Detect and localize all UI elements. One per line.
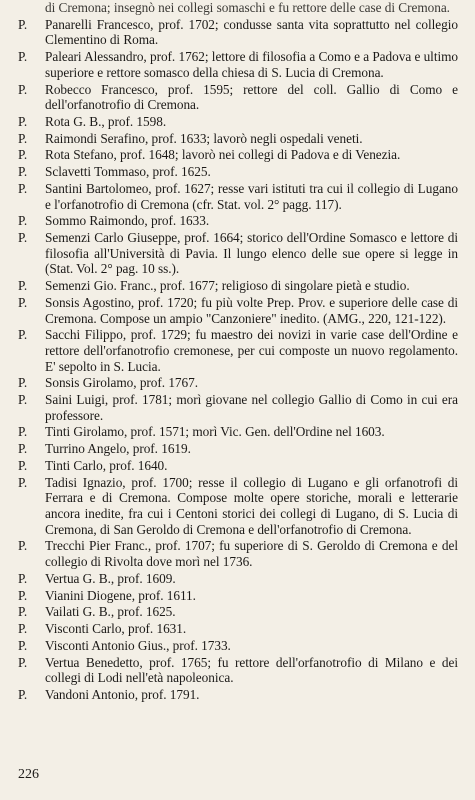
list-item <box>18 213 458 229</box>
entry-list <box>18 0 458 704</box>
entry-marker: P. <box>18 570 28 586</box>
entry-marker: P. <box>18 113 28 129</box>
entry-text: Turrino Angelo, prof. 1619. <box>45 441 191 457</box>
list-item <box>18 375 458 391</box>
entry-text: Rota Stefano, prof. 1648; lavorò nei collegi di Padova e di Venezia. <box>45 147 401 163</box>
entry-text: Panarelli Francesco, prof. 1702; condusse santa vita soprattutto nel collegio Clementino di Roma. <box>45 16 458 48</box>
entry-text: di Cremona; insegnò nei collegi somaschi e fu rettore delle case di Cremona. <box>45 0 450 15</box>
entry-marker: P. <box>18 441 28 457</box>
list-item <box>18 604 458 620</box>
entry-text: Rota G. B., prof. 1598. <box>45 113 167 129</box>
list-item <box>18 621 458 637</box>
entry-text: Tinti Girolamo, prof. 1571; morì Vic. Gen. dell'Ordine nel 1603. <box>45 424 385 440</box>
list-item <box>18 82 458 113</box>
entry-marker: P. <box>18 392 28 408</box>
list-item <box>18 392 458 423</box>
entry-marker: P. <box>18 278 28 294</box>
entry-text: Vertua Benedetto, prof. 1765; fu rettore dell'orfanotrofio di Milano e dei collegi di Lodi nell'età napoleonica. <box>45 654 458 686</box>
entry-marker: P. <box>18 213 28 229</box>
entry-text: Paleari Alessandro, prof. 1762; lettore di filosofia a Como e a Padova e ultimo superiore e rettore somasco della chiesa di S. Lucia di Cremona. <box>45 49 458 80</box>
entry-text: Raimondi Serafino, prof. 1633; lavorò negli ospedali veneti. <box>45 130 363 146</box>
list-item <box>18 0 458 16</box>
entry-marker: P. <box>18 604 28 620</box>
entry-text: Saini Luigi, prof. 1781; morì giovane nel collegio Gallio di Como in cui era professore. <box>45 392 458 423</box>
entry-text: Sacchi Filippo, prof. 1729; fu maestro dei novizi in varie case dell'Ordine e rettore dell'orfanotrofio cremonese, per cui composte un nuovo regolamento. E' sepolto in S. Lucia. <box>45 327 458 374</box>
list-item <box>18 588 458 604</box>
entry-text: Semenzi Carlo Giuseppe, prof. 1664; storico dell'Ordine Somasco e lettore di filosofia all'Università di Pavia. Il lungo elenco delle sue opere si legge in (Stat. Vol. 2° pag. 10 ss.). <box>45 230 458 277</box>
list-item <box>18 114 458 130</box>
entry-text: Tadisi Ignazio, prof. 1700; resse il collegio di Lugano e gli orfanotrofi di Ferrara e di Cremona. Compose molte opere storiche, morali e letterarie ancora inedite, fra cui i Centoni storici dei collegi di Lugano, di S. Lucia di Cremona, di San Geroldo di Cremona e dell'orfanotrofio di Cremona. <box>45 474 458 537</box>
entry-marker: P. <box>18 474 28 490</box>
entry-marker: P. <box>18 458 28 473</box>
list-item <box>18 295 458 326</box>
entry-marker: P. <box>18 164 28 180</box>
entry-marker: P. <box>18 587 28 603</box>
entry-text: Tinti Carlo, prof. 1640. <box>45 458 168 473</box>
entry-marker: P. <box>18 294 28 310</box>
entry-text: Vandoni Antonio, prof. 1791. <box>45 687 200 702</box>
entry-text: Semenzi Gio. Franc., prof. 1677; religioso di singolare pietà e studio. <box>45 278 410 294</box>
entry-marker: P. <box>18 130 28 146</box>
entry-text: Santini Bartolomeo, prof. 1627; resse vari istituti tra cui il collegio di Lugano e l'orfanotrofio di Cremona (cfr. Stat. vol. 2° pagg. 117). <box>45 181 458 212</box>
entry-text: Visconti Antonio Gius., prof. 1733. <box>45 637 231 653</box>
page-number: 226 <box>18 767 39 782</box>
entry-marker: P. <box>18 424 28 440</box>
list-item <box>18 687 458 703</box>
list-item <box>18 424 458 440</box>
entry-marker: P. <box>18 375 28 391</box>
entry-marker: P. <box>18 538 28 554</box>
entry-text: Vailati G. B., prof. 1625. <box>45 604 176 620</box>
list-item <box>18 327 458 374</box>
entry-text: Sonsis Agostino, prof. 1720; fu più volte Prep. Prov. e superiore delle case di Cremona. Compose un ampio "Canzoniere" inedito. (AMG., 220, 121-122). <box>45 294 458 326</box>
entry-marker: P. <box>18 147 28 163</box>
entry-text: Robecco Francesco, prof. 1595; rettore del coll. Gallio di Como e dell'orfanotrofio di Cremona. <box>45 81 458 113</box>
entry-marker: P. <box>18 621 28 637</box>
list-item <box>18 181 458 212</box>
entry-text: Vertua G. B., prof. 1609. <box>45 570 176 586</box>
entry-text: Visconti Carlo, prof. 1631. <box>45 621 187 637</box>
entry-marker: P. <box>18 327 28 343</box>
list-item <box>18 230 458 277</box>
list-item <box>18 638 458 654</box>
entry-marker: P. <box>18 16 28 32</box>
entry-marker: P. <box>18 181 28 197</box>
list-item <box>18 441 458 457</box>
list-item <box>18 571 458 587</box>
entry-marker: P. <box>18 49 28 65</box>
list-item <box>18 458 458 474</box>
entry-text: Vianini Diogene, prof. 1611. <box>45 587 196 603</box>
entry-text: Sonsis Girolamo, prof. 1767. <box>45 375 198 391</box>
entry-marker: P. <box>18 687 28 702</box>
list-item <box>18 278 458 294</box>
list-item <box>18 164 458 180</box>
entry-text: Trecchi Pier Franc., prof. 1707; fu superiore di S. Geroldo di Cremona e del collegio di Rivolta dove morì nel 1736. <box>45 538 458 569</box>
list-item <box>18 655 458 686</box>
entry-marker: P. <box>18 654 28 670</box>
list-item <box>18 475 458 537</box>
list-item <box>18 131 458 147</box>
entry-text: Sclavetti Tommaso, prof. 1625. <box>45 164 211 180</box>
list-item <box>18 538 458 569</box>
entry-marker: P. <box>18 81 28 97</box>
list-item <box>18 49 458 80</box>
list-item <box>18 17 458 48</box>
list-item <box>18 147 458 163</box>
entry-marker: P. <box>18 230 28 246</box>
entry-text: Sommo Raimondo, prof. 1633. <box>45 213 210 229</box>
entry-marker: P. <box>18 637 28 653</box>
